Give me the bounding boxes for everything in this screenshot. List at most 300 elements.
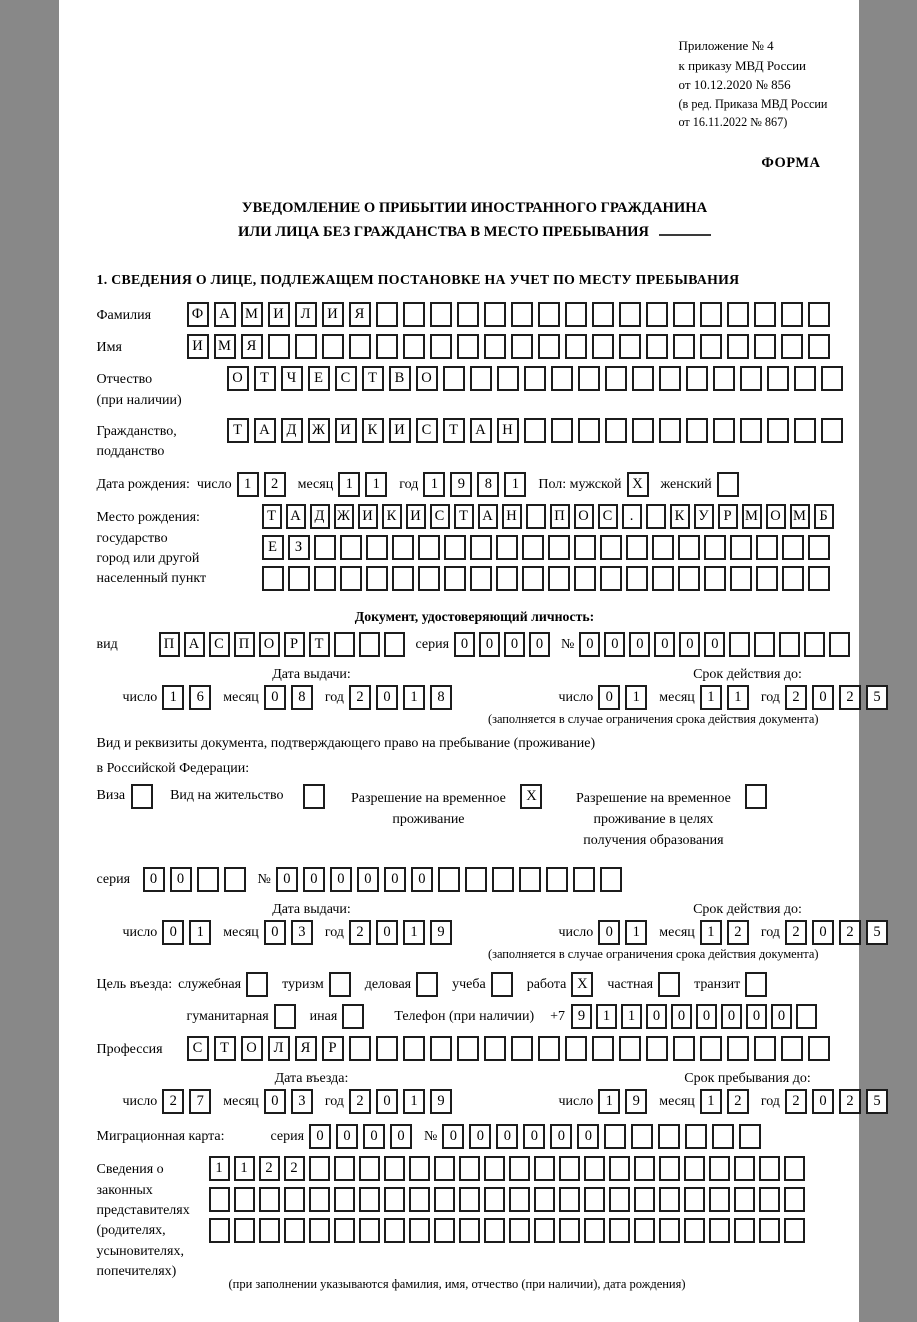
char-box[interactable] xyxy=(619,334,641,359)
char-box[interactable] xyxy=(403,302,425,327)
char-box[interactable] xyxy=(808,1036,830,1061)
char-box[interactable]: 0 xyxy=(363,1124,385,1149)
char-box[interactable] xyxy=(574,566,596,591)
char-box[interactable] xyxy=(329,972,351,997)
char-box[interactable] xyxy=(376,334,398,359)
char-box[interactable]: 0 xyxy=(671,1004,692,1029)
char-box[interactable] xyxy=(430,302,452,327)
char-box[interactable] xyxy=(470,366,492,391)
char-box[interactable]: 1 xyxy=(403,685,425,710)
char-box[interactable]: Ж xyxy=(334,504,354,529)
char-box[interactable] xyxy=(234,1187,255,1212)
char-box[interactable] xyxy=(609,1156,630,1181)
char-box[interactable]: 0 xyxy=(276,867,298,892)
char-box[interactable] xyxy=(274,1004,296,1029)
char-box[interactable]: 0 xyxy=(411,867,433,892)
char-box[interactable]: 0 xyxy=(170,867,192,892)
char-box[interactable] xyxy=(709,1156,730,1181)
char-box[interactable]: 5 xyxy=(866,920,888,945)
char-box[interactable] xyxy=(808,566,830,591)
char-box[interactable]: 0 xyxy=(357,867,379,892)
char-box[interactable] xyxy=(684,1156,705,1181)
char-box[interactable] xyxy=(366,535,388,560)
char-box[interactable]: 0 xyxy=(771,1004,792,1029)
char-box[interactable] xyxy=(309,1156,330,1181)
char-box[interactable]: У xyxy=(694,504,714,529)
char-box[interactable]: Ч xyxy=(281,366,303,391)
purpose-humanitarian-checkbox[interactable] xyxy=(274,1004,301,1029)
char-box[interactable] xyxy=(484,1156,505,1181)
char-box[interactable] xyxy=(605,366,627,391)
char-box[interactable] xyxy=(592,1036,614,1061)
char-box[interactable] xyxy=(416,972,438,997)
char-box[interactable]: 1 xyxy=(403,920,425,945)
char-box[interactable]: 5 xyxy=(866,1089,888,1114)
char-box[interactable] xyxy=(784,1218,805,1243)
char-box[interactable] xyxy=(781,334,803,359)
char-box[interactable] xyxy=(734,1187,755,1212)
char-box[interactable] xyxy=(631,1124,653,1149)
char-box[interactable]: Л xyxy=(295,302,317,327)
char-box[interactable]: И xyxy=(389,418,411,443)
char-box[interactable] xyxy=(470,535,492,560)
char-box[interactable] xyxy=(756,566,778,591)
char-box[interactable] xyxy=(522,535,544,560)
char-box[interactable] xyxy=(349,334,371,359)
char-box[interactable]: О xyxy=(241,1036,263,1061)
char-box[interactable]: 7 xyxy=(189,1089,211,1114)
char-box[interactable]: С xyxy=(187,1036,209,1061)
doc-type-boxes[interactable] xyxy=(159,632,409,657)
char-box[interactable] xyxy=(484,1187,505,1212)
char-box[interactable]: 0 xyxy=(646,1004,667,1029)
char-box[interactable] xyxy=(673,1036,695,1061)
char-box[interactable] xyxy=(359,1218,380,1243)
char-box[interactable]: 0 xyxy=(579,632,600,657)
char-box[interactable] xyxy=(632,366,654,391)
char-box[interactable]: П xyxy=(159,632,180,657)
char-box[interactable]: Т xyxy=(443,418,465,443)
char-box[interactable]: 5 xyxy=(866,685,888,710)
char-box[interactable]: 2 xyxy=(839,920,861,945)
char-box[interactable] xyxy=(659,418,681,443)
char-box[interactable] xyxy=(659,1156,680,1181)
char-box[interactable] xyxy=(342,1004,364,1029)
char-box[interactable] xyxy=(759,1218,780,1243)
char-box[interactable] xyxy=(349,1036,371,1061)
entry-year-boxes[interactable] xyxy=(349,1089,457,1114)
char-box[interactable] xyxy=(559,1156,580,1181)
char-box[interactable] xyxy=(673,302,695,327)
char-box[interactable]: 2 xyxy=(785,685,807,710)
char-box[interactable] xyxy=(457,1036,479,1061)
char-box[interactable]: 6 xyxy=(189,685,211,710)
char-box[interactable] xyxy=(334,1187,355,1212)
char-box[interactable] xyxy=(646,302,668,327)
char-box[interactable] xyxy=(821,418,843,443)
char-box[interactable] xyxy=(634,1156,655,1181)
char-box[interactable] xyxy=(727,1036,749,1061)
char-box[interactable] xyxy=(754,632,775,657)
purpose-transit-checkbox[interactable] xyxy=(745,972,772,997)
char-box[interactable] xyxy=(459,1156,480,1181)
char-box[interactable] xyxy=(754,1036,776,1061)
char-box[interactable]: 0 xyxy=(264,920,286,945)
char-box[interactable] xyxy=(509,1218,530,1243)
char-box[interactable] xyxy=(443,366,465,391)
char-box[interactable] xyxy=(829,632,850,657)
residence-number-boxes[interactable] xyxy=(276,867,627,892)
char-box[interactable] xyxy=(534,1187,555,1212)
male-checkbox[interactable] xyxy=(627,472,654,497)
char-box[interactable] xyxy=(359,1156,380,1181)
char-box[interactable] xyxy=(767,418,789,443)
migration-series-boxes[interactable] xyxy=(309,1124,417,1149)
char-box[interactable]: Ф xyxy=(187,302,209,327)
char-box[interactable] xyxy=(584,1156,605,1181)
char-box[interactable]: 2 xyxy=(284,1156,305,1181)
char-box[interactable]: М xyxy=(241,302,263,327)
char-box[interactable]: 0 xyxy=(529,632,550,657)
char-box[interactable]: С xyxy=(430,504,450,529)
char-box[interactable] xyxy=(684,1187,705,1212)
char-box[interactable]: 3 xyxy=(291,1089,313,1114)
char-box[interactable] xyxy=(759,1156,780,1181)
char-box[interactable]: 2 xyxy=(264,472,286,497)
char-box[interactable]: О xyxy=(227,366,249,391)
char-box[interactable]: 0 xyxy=(812,1089,834,1114)
char-box[interactable]: 0 xyxy=(523,1124,545,1149)
char-box[interactable]: Я xyxy=(295,1036,317,1061)
char-box[interactable] xyxy=(509,1156,530,1181)
char-box[interactable]: 2 xyxy=(349,685,371,710)
char-box[interactable] xyxy=(457,302,479,327)
birth-year-boxes[interactable] xyxy=(423,472,531,497)
char-box[interactable] xyxy=(392,535,414,560)
char-box[interactable] xyxy=(782,566,804,591)
char-box[interactable]: Т xyxy=(254,366,276,391)
char-box[interactable]: И xyxy=(322,302,344,327)
char-box[interactable]: 1 xyxy=(700,1089,722,1114)
char-box[interactable]: 0 xyxy=(330,867,352,892)
char-box[interactable]: 0 xyxy=(504,632,525,657)
char-box[interactable]: 0 xyxy=(598,685,620,710)
char-box[interactable]: 2 xyxy=(785,920,807,945)
char-box[interactable] xyxy=(739,1124,761,1149)
char-box[interactable] xyxy=(434,1218,455,1243)
char-box[interactable] xyxy=(578,418,600,443)
char-box[interactable]: 2 xyxy=(785,1089,807,1114)
char-box[interactable]: Т xyxy=(262,504,282,529)
birth-place-boxes-1[interactable] xyxy=(262,504,838,529)
char-box[interactable]: 1 xyxy=(596,1004,617,1029)
char-box[interactable] xyxy=(484,302,506,327)
char-box[interactable] xyxy=(284,1187,305,1212)
char-box[interactable]: 9 xyxy=(450,472,472,497)
char-box[interactable]: 1 xyxy=(237,472,259,497)
char-box[interactable]: 0 xyxy=(376,685,398,710)
char-box[interactable]: 0 xyxy=(376,920,398,945)
char-box[interactable]: И xyxy=(406,504,426,529)
char-box[interactable] xyxy=(686,366,708,391)
phone-boxes[interactable] xyxy=(571,1004,821,1029)
representatives-boxes-3[interactable] xyxy=(209,1218,809,1243)
char-box[interactable] xyxy=(619,302,641,327)
char-box[interactable]: А xyxy=(478,504,498,529)
female-checkbox[interactable] xyxy=(717,472,744,497)
char-box[interactable]: 1 xyxy=(423,472,445,497)
entry-day-boxes[interactable] xyxy=(162,1089,216,1114)
char-box[interactable]: 0 xyxy=(679,632,700,657)
char-box[interactable] xyxy=(565,302,587,327)
char-box[interactable] xyxy=(511,302,533,327)
char-box[interactable] xyxy=(340,566,362,591)
char-box[interactable] xyxy=(573,867,595,892)
char-box[interactable] xyxy=(534,1156,555,1181)
doc-number-boxes[interactable] xyxy=(579,632,854,657)
char-box[interactable] xyxy=(430,1036,452,1061)
char-box[interactable] xyxy=(781,1036,803,1061)
char-box[interactable] xyxy=(546,867,568,892)
char-box[interactable]: 0 xyxy=(496,1124,518,1149)
char-box[interactable]: Т xyxy=(214,1036,236,1061)
char-box[interactable]: 2 xyxy=(349,920,371,945)
char-box[interactable] xyxy=(659,1187,680,1212)
char-box[interactable]: О xyxy=(416,366,438,391)
char-box[interactable]: 1 xyxy=(209,1156,230,1181)
char-box[interactable]: 0 xyxy=(654,632,675,657)
char-box[interactable] xyxy=(646,334,668,359)
char-box[interactable] xyxy=(781,302,803,327)
char-box[interactable] xyxy=(457,334,479,359)
char-box[interactable] xyxy=(626,535,648,560)
char-box[interactable]: П xyxy=(550,504,570,529)
char-box[interactable]: И xyxy=(358,504,378,529)
char-box[interactable] xyxy=(658,1124,680,1149)
char-box[interactable]: Д xyxy=(281,418,303,443)
char-box[interactable] xyxy=(584,1218,605,1243)
char-box[interactable] xyxy=(727,302,749,327)
char-box[interactable] xyxy=(632,418,654,443)
char-box[interactable] xyxy=(794,366,816,391)
char-box[interactable]: О xyxy=(574,504,594,529)
residence-valid-month-boxes[interactable] xyxy=(700,920,754,945)
char-box[interactable] xyxy=(246,972,268,997)
char-box[interactable] xyxy=(259,1218,280,1243)
char-box[interactable] xyxy=(754,302,776,327)
char-box[interactable]: П xyxy=(234,632,255,657)
char-box[interactable]: 0 xyxy=(696,1004,717,1029)
char-box[interactable] xyxy=(262,566,284,591)
char-box[interactable]: 1 xyxy=(625,685,647,710)
char-box[interactable] xyxy=(659,1218,680,1243)
temp-residence-checkbox[interactable] xyxy=(520,784,547,809)
purpose-work-checkbox[interactable] xyxy=(571,972,598,997)
char-box[interactable] xyxy=(334,632,355,657)
char-box[interactable] xyxy=(796,1004,817,1029)
char-box[interactable]: 8 xyxy=(291,685,313,710)
char-box[interactable] xyxy=(727,334,749,359)
char-box[interactable] xyxy=(295,334,317,359)
char-box[interactable]: А xyxy=(214,302,236,327)
char-box[interactable]: 0 xyxy=(469,1124,491,1149)
char-box[interactable] xyxy=(592,334,614,359)
char-box[interactable]: Л xyxy=(268,1036,290,1061)
char-box[interactable]: 0 xyxy=(812,685,834,710)
char-box[interactable]: А xyxy=(286,504,306,529)
char-box[interactable]: А xyxy=(254,418,276,443)
char-box[interactable]: 3 xyxy=(291,920,313,945)
residence-issue-month-boxes[interactable] xyxy=(264,920,318,945)
birth-place-boxes-2[interactable] xyxy=(262,535,838,560)
char-box[interactable]: А xyxy=(184,632,205,657)
char-box[interactable] xyxy=(565,334,587,359)
char-box[interactable] xyxy=(376,1036,398,1061)
char-box[interactable] xyxy=(522,566,544,591)
char-box[interactable] xyxy=(600,535,622,560)
char-box[interactable] xyxy=(745,972,767,997)
char-box[interactable] xyxy=(444,566,466,591)
char-box[interactable] xyxy=(782,535,804,560)
char-box[interactable]: З xyxy=(288,535,310,560)
char-box[interactable] xyxy=(511,334,533,359)
char-box[interactable] xyxy=(709,1218,730,1243)
name-boxes[interactable] xyxy=(187,334,835,359)
char-box[interactable] xyxy=(444,535,466,560)
char-box[interactable] xyxy=(673,334,695,359)
char-box[interactable]: Я xyxy=(349,302,371,327)
char-box[interactable] xyxy=(334,1156,355,1181)
char-box[interactable]: 2 xyxy=(839,1089,861,1114)
char-box[interactable]: А xyxy=(470,418,492,443)
char-box[interactable] xyxy=(559,1218,580,1243)
char-box[interactable] xyxy=(784,1187,805,1212)
char-box[interactable] xyxy=(409,1156,430,1181)
char-box[interactable]: 0 xyxy=(376,1089,398,1114)
char-box[interactable] xyxy=(303,784,325,809)
char-box[interactable]: 0 xyxy=(746,1004,767,1029)
char-box[interactable] xyxy=(197,867,219,892)
char-box[interactable]: 1 xyxy=(403,1089,425,1114)
char-box[interactable] xyxy=(712,1124,734,1149)
char-box[interactable] xyxy=(322,334,344,359)
doc-issue-month-boxes[interactable] xyxy=(264,685,318,710)
char-box[interactable] xyxy=(484,1218,505,1243)
citizenship-boxes[interactable] xyxy=(227,418,848,443)
residence-series-boxes[interactable] xyxy=(143,867,251,892)
char-box[interactable] xyxy=(658,972,680,997)
char-box[interactable]: Е xyxy=(262,535,284,560)
char-box[interactable] xyxy=(209,1187,230,1212)
char-box[interactable] xyxy=(754,334,776,359)
char-box[interactable] xyxy=(392,566,414,591)
char-box[interactable] xyxy=(634,1187,655,1212)
char-box[interactable] xyxy=(700,302,722,327)
purpose-official-checkbox[interactable] xyxy=(246,972,273,997)
char-box[interactable] xyxy=(538,1036,560,1061)
char-box[interactable]: С xyxy=(416,418,438,443)
char-box[interactable] xyxy=(713,418,735,443)
char-box[interactable] xyxy=(767,366,789,391)
char-box[interactable] xyxy=(619,1036,641,1061)
char-box[interactable] xyxy=(646,1036,668,1061)
char-box[interactable] xyxy=(366,566,388,591)
char-box[interactable]: Е xyxy=(308,366,330,391)
char-box[interactable] xyxy=(574,535,596,560)
char-box[interactable]: М xyxy=(214,334,236,359)
char-box[interactable] xyxy=(465,867,487,892)
char-box[interactable]: С xyxy=(335,366,357,391)
char-box[interactable] xyxy=(652,535,674,560)
char-box[interactable] xyxy=(600,867,622,892)
char-box[interactable]: 0 xyxy=(629,632,650,657)
patronymic-boxes[interactable] xyxy=(227,366,848,391)
char-box[interactable] xyxy=(678,566,700,591)
char-box[interactable]: . xyxy=(622,504,642,529)
char-box[interactable] xyxy=(686,418,708,443)
char-box[interactable] xyxy=(434,1156,455,1181)
char-box[interactable] xyxy=(794,418,816,443)
char-box[interactable] xyxy=(808,302,830,327)
char-box[interactable]: 1 xyxy=(700,685,722,710)
char-box[interactable] xyxy=(288,566,310,591)
char-box[interactable]: 0 xyxy=(550,1124,572,1149)
char-box[interactable] xyxy=(740,418,762,443)
char-box[interactable]: Я xyxy=(241,334,263,359)
char-box[interactable] xyxy=(756,535,778,560)
char-box[interactable] xyxy=(646,504,666,529)
char-box[interactable] xyxy=(700,334,722,359)
char-box[interactable]: 0 xyxy=(704,632,725,657)
char-box[interactable] xyxy=(784,1156,805,1181)
char-box[interactable] xyxy=(678,535,700,560)
residence-valid-day-boxes[interactable] xyxy=(598,920,652,945)
char-box[interactable] xyxy=(729,632,750,657)
char-box[interactable]: 9 xyxy=(430,920,452,945)
char-box[interactable] xyxy=(626,566,648,591)
char-box[interactable] xyxy=(496,566,518,591)
char-box[interactable] xyxy=(524,366,546,391)
char-box[interactable]: О xyxy=(766,504,786,529)
char-box[interactable]: И xyxy=(268,302,290,327)
char-box[interactable] xyxy=(519,867,541,892)
char-box[interactable] xyxy=(600,566,622,591)
char-box[interactable] xyxy=(538,334,560,359)
char-box[interactable] xyxy=(497,366,519,391)
char-box[interactable] xyxy=(309,1187,330,1212)
char-box[interactable] xyxy=(609,1218,630,1243)
char-box[interactable] xyxy=(409,1218,430,1243)
char-box[interactable] xyxy=(565,1036,587,1061)
char-box[interactable]: 1 xyxy=(504,472,526,497)
char-box[interactable]: 0 xyxy=(303,867,325,892)
char-box[interactable]: 1 xyxy=(598,1089,620,1114)
char-box[interactable]: 1 xyxy=(234,1156,255,1181)
char-box[interactable]: 1 xyxy=(338,472,360,497)
char-box[interactable] xyxy=(340,535,362,560)
char-box[interactable] xyxy=(434,1187,455,1212)
char-box[interactable] xyxy=(526,504,546,529)
char-box[interactable]: 2 xyxy=(349,1089,371,1114)
char-box[interactable] xyxy=(709,1187,730,1212)
char-box[interactable] xyxy=(430,334,452,359)
char-box[interactable] xyxy=(534,1218,555,1243)
char-box[interactable]: 0 xyxy=(454,632,475,657)
char-box[interactable] xyxy=(659,366,681,391)
char-box[interactable]: 0 xyxy=(264,1089,286,1114)
char-box[interactable]: 0 xyxy=(577,1124,599,1149)
char-box[interactable] xyxy=(578,366,600,391)
